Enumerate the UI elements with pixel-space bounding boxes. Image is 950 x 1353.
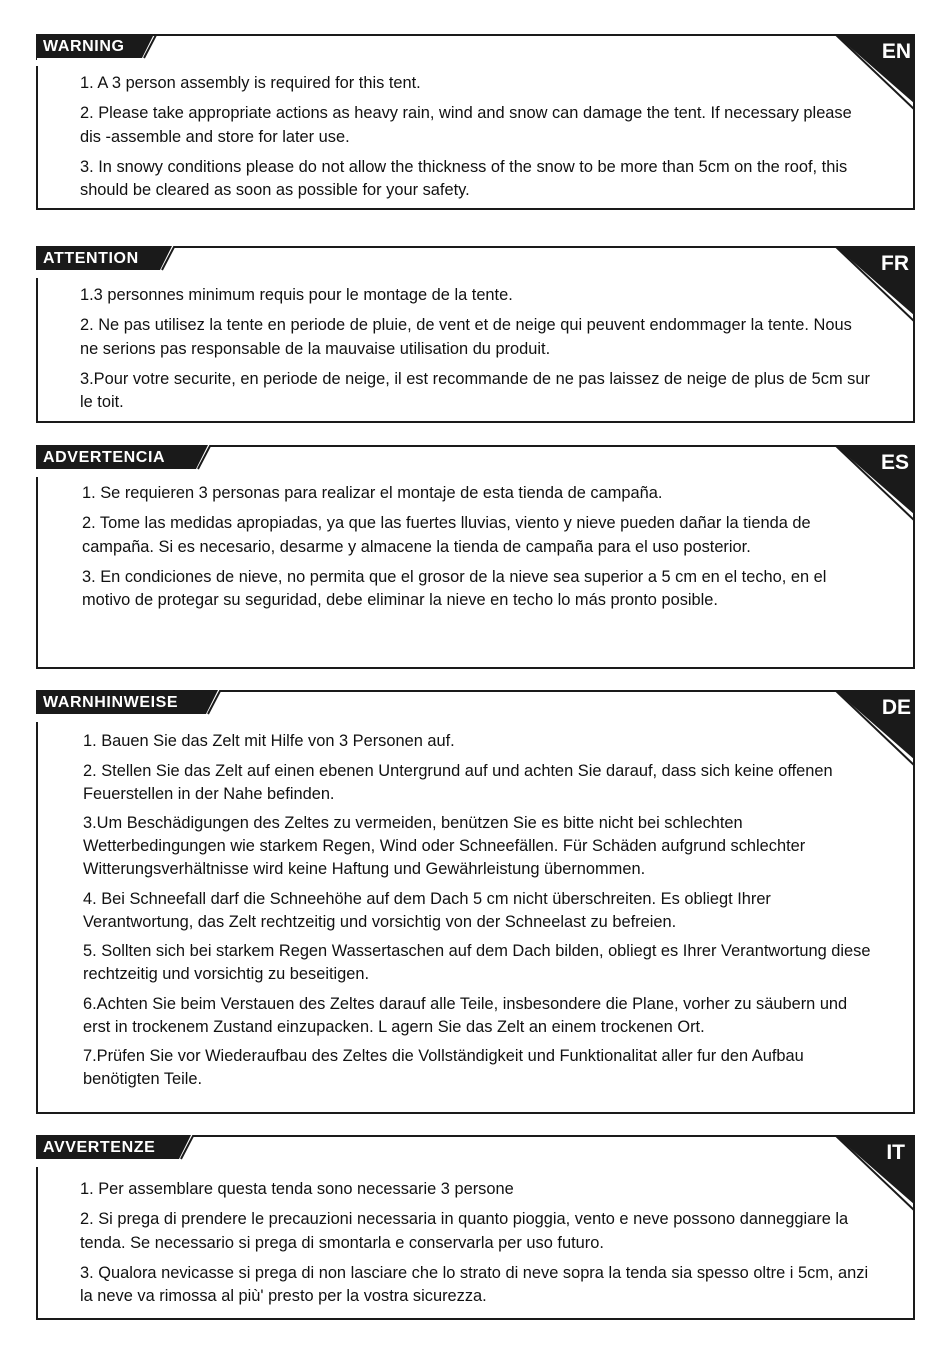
language-code: FR xyxy=(881,252,909,275)
list-item: 3. En condiciones de nieve, no permita que el grosor de la nieve sea superior a 5 cm en el techo, en el motivo de protegar su seguridad, debe eliminar la nieve en techo lo más pronto posible. xyxy=(82,567,827,609)
language-code: EN xyxy=(881,40,911,63)
item-list xyxy=(82,482,875,613)
section-heading: WARNING xyxy=(43,38,125,55)
language-code: ES xyxy=(880,451,909,474)
warning-section-it xyxy=(36,1135,915,1320)
section-top-rule xyxy=(146,34,837,36)
list-item: 2. Si prega di prendere le precauzioni necessaria in quanto pioggia, vento e neve possono danneggiare la tenda. Se necessario si prega di smontarla e conservarla per uso futuro. xyxy=(80,1210,849,1252)
list-item: 1. Bauen Sie das Zelt mit Hilfe von 3 Personen auf. xyxy=(83,732,455,750)
list-item: 1. Per assemblare questa tenda sono necessarie 3 persone xyxy=(80,1180,514,1198)
section-heading: AVVERTENZE xyxy=(43,1139,156,1156)
section-heading: ATTENTION xyxy=(43,250,139,267)
list-item: 3. Qualora nevicasse si prega di non lasciare che lo strato di neve sopra la tenda sia spesso oltre i 5cm, anzi la neve va rimossa al più' presto per la vostra sicurezza. xyxy=(80,1263,869,1305)
section-top-rule xyxy=(224,690,837,692)
section-heading: ADVERTENCIA xyxy=(43,449,166,466)
item-list xyxy=(80,284,871,415)
language-code: IT xyxy=(886,1141,905,1164)
list-item: 2. Stellen Sie das Zelt auf einen ebenen Untergrund auf und achten Sie darauf, dass sich keine offenen Feuerstellen in der Nahe befinden. xyxy=(83,761,833,803)
warning-section-de xyxy=(36,690,915,1114)
list-item: 2. Tome las medidas apropiadas, ya que las fuertes lluvias, viento y nieve pueden dañar la tienda de campaña. Si es necesario, desarme y almacene la tienda de campaña para el uso posterior. xyxy=(82,514,811,556)
item-list xyxy=(83,730,875,1091)
section-top-rule xyxy=(176,246,837,248)
list-item: 2. Ne pas utilisez la tente en periode de pluie, de vent et de neige qui peuvent endommager la tente. Nous ne serions pas responsable de la mauvaise utilisation du produit. xyxy=(80,316,852,358)
list-item: 5. Sollten sich bei starkem Regen Wassertaschen auf dem Dach bilden, obliegt es Ihrer Verantwortung diese rechtzeitig und vorsichtig zu beseitigen. xyxy=(83,942,871,983)
section-top-rule xyxy=(212,445,837,447)
language-code: DE xyxy=(881,696,911,719)
list-item: 1.3 personnes minimum requis pour le montage de la tente. xyxy=(80,286,513,304)
list-item: 2. Please take appropriate actions as heavy rain, wind and snow can damage the tent. If necessary please dis -assemble and store for later use. xyxy=(80,104,852,146)
warning-section-en xyxy=(36,34,915,210)
item-list xyxy=(80,72,871,203)
section-heading: WARNHINWEISE xyxy=(43,694,179,711)
list-item: 6.Achten Sie beim Verstauen des Zeltes darauf alle Teile, insbesondere die Plane, vorher zu säubern und erst in trockenem Zustand einzupacken. L agern Sie das Zelt an einem trockenen Ort. xyxy=(83,994,848,1036)
list-item: 4. Bei Schneefall darf die Schneehöhe auf dem Dach 5 cm nicht überschreiten. Es obliegt Ihrer Verantwortung, das Zelt rechtzeitig und vorsichtig von der Schneelast zu befreien. xyxy=(83,889,771,931)
warning-section-fr xyxy=(36,246,915,423)
list-item: 3.Pour votre securite, en periode de neige, il est recommande de ne pas laissez de neige de plus de 5cm sur le toit. xyxy=(80,369,870,411)
section-top-rule xyxy=(196,1135,837,1137)
list-item: 1. A 3 person assembly is required for this tent. xyxy=(80,74,421,92)
list-item: 3. In snowy conditions please do not allow the thickness of the snow to be more than 5cm on the roof, this should be cleared as soon as possible for your safety. xyxy=(80,157,848,199)
list-item: 7.Prüfen Sie vor Wiederaufbau des Zeltes die Vollständigkeit und Funktionalitat aller fur den Aufbau benötigten Teile. xyxy=(83,1047,804,1088)
list-item: 1. Se requieren 3 personas para realizar el montaje de esta tienda de campaña. xyxy=(82,484,663,502)
item-list xyxy=(80,1178,871,1309)
list-item: 3.Um Beschädigungen des Zeltes zu vermeiden, benützen Sie es bitte nicht bei schlechten Wetterbedingungen wie starkem Regen, Wind oder Schneefällen. Für Schäden aufgrund schlechter Witterungsverhältnisse wird keine Haftung und Gewährleistung übernommen. xyxy=(83,814,806,878)
warning-section-es xyxy=(36,445,915,669)
